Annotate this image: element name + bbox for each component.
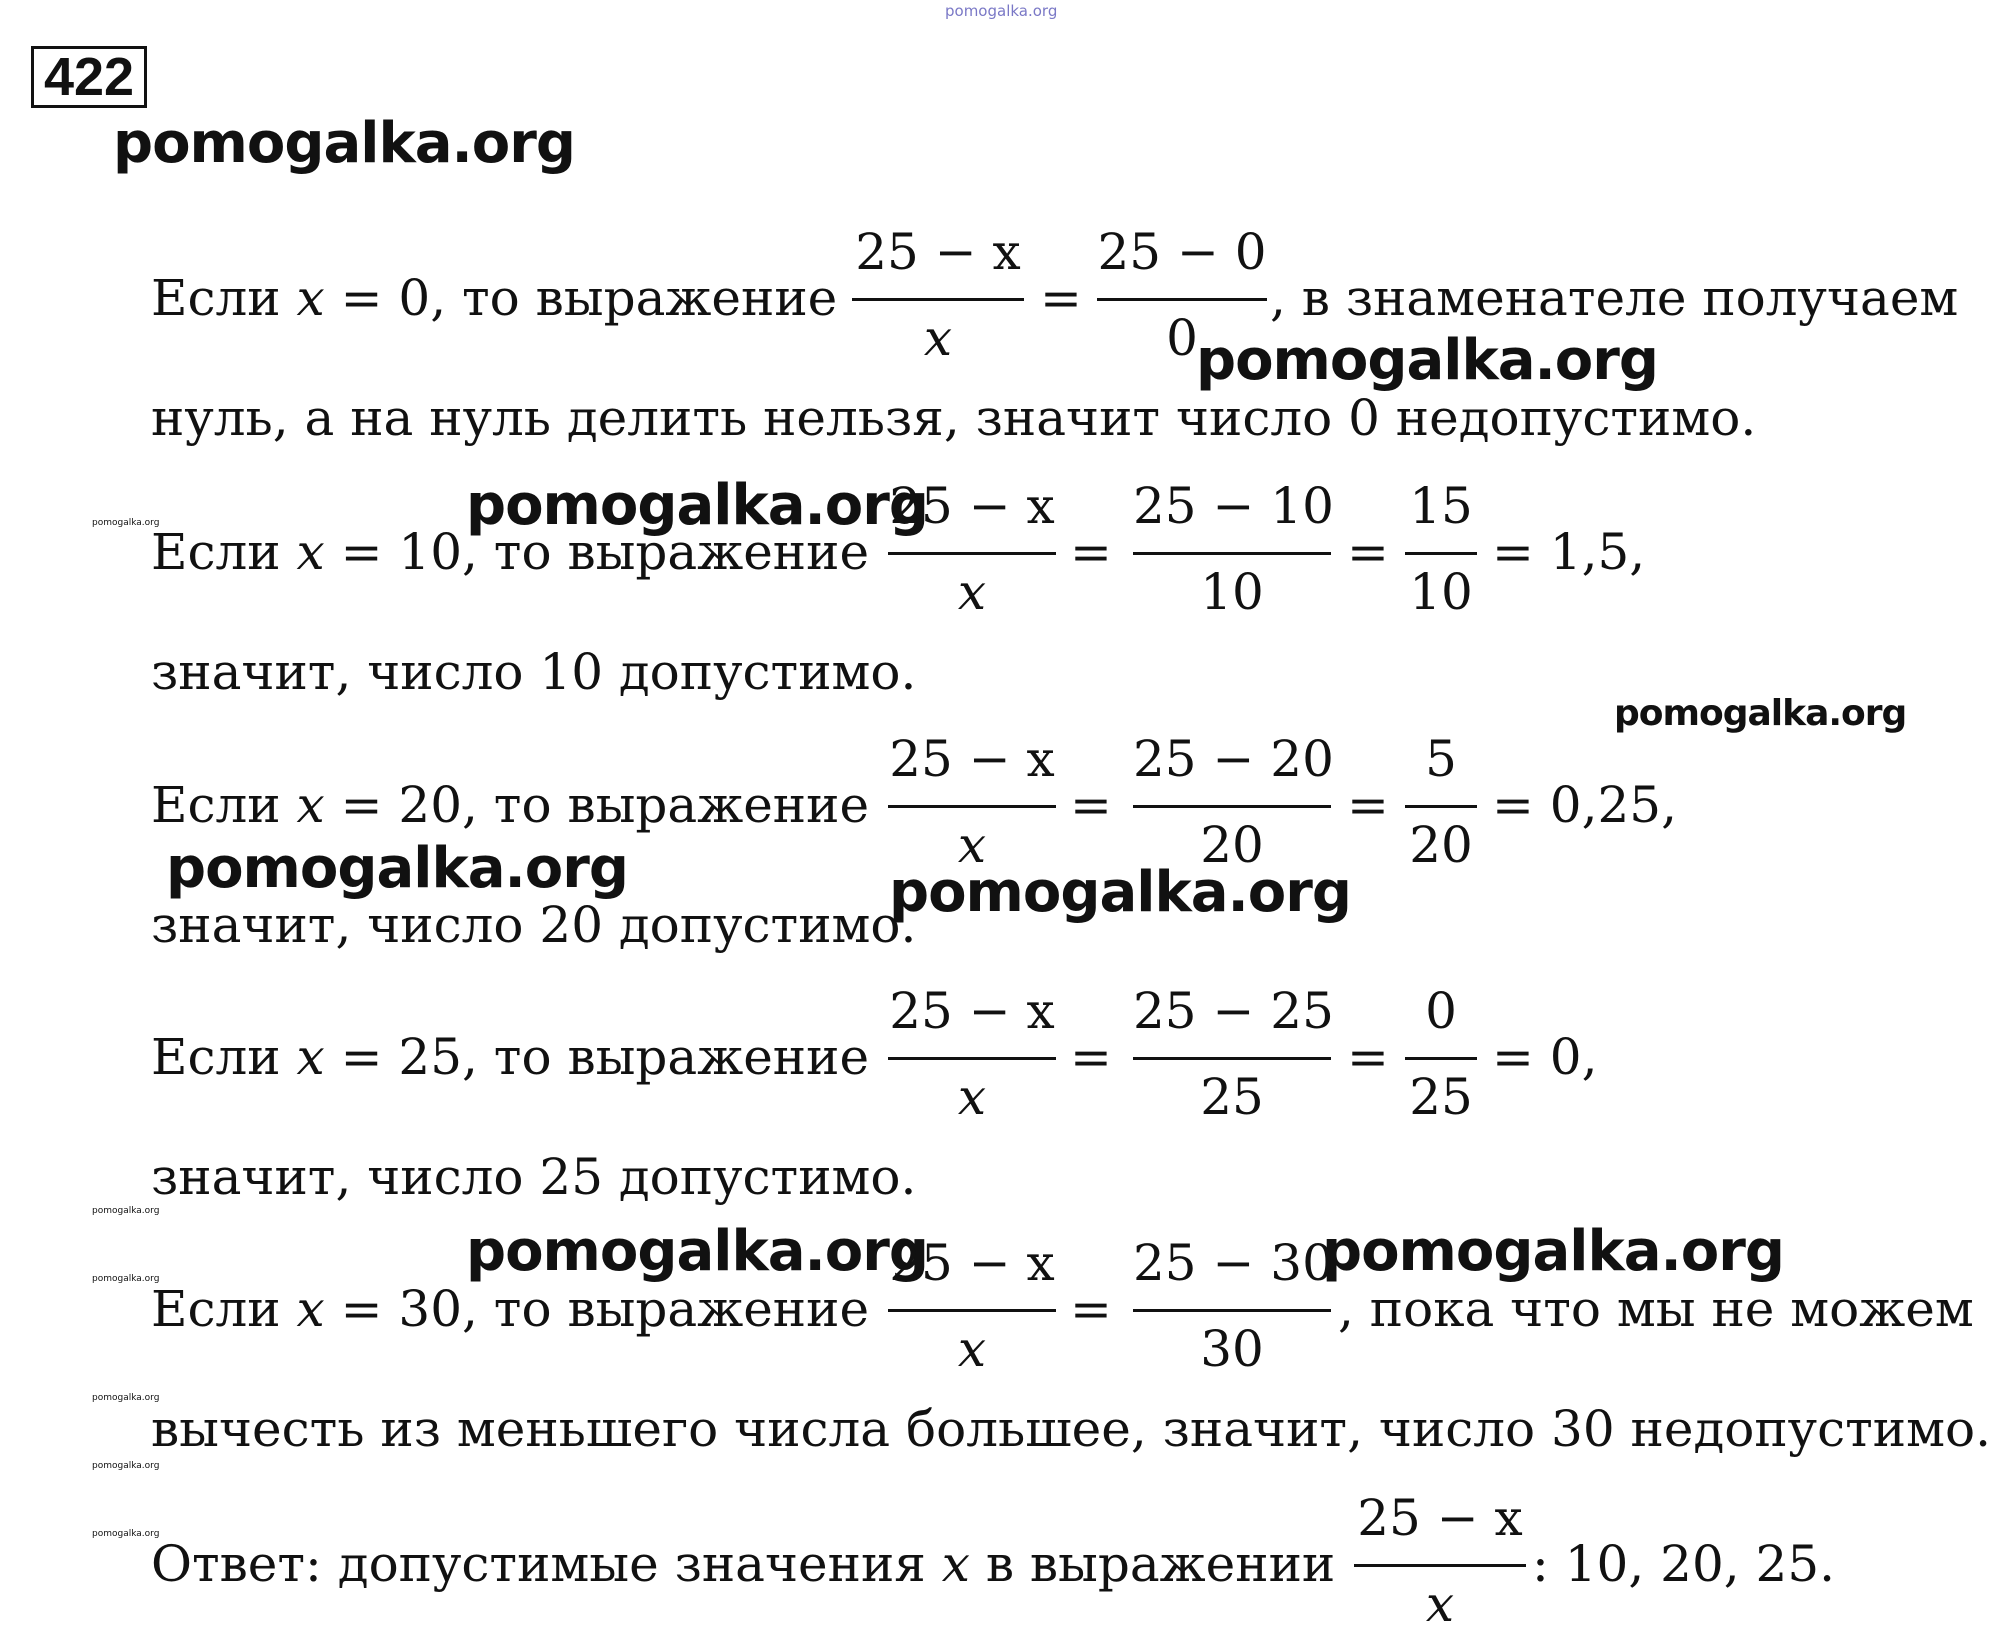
fraction-line (888, 552, 1056, 555)
fraction-denominator: 20 (1409, 816, 1473, 874)
fraction-line (888, 1057, 1056, 1060)
fraction-denominator: 10 (1200, 563, 1264, 621)
fraction-numerator: 25 − x (1357, 1489, 1523, 1547)
watermark-top: pomogalka.org (945, 2, 1058, 20)
fraction-numerator: 15 (1409, 477, 1473, 535)
text-if-2: Если x = 10, то выражение (151, 523, 870, 581)
watermark-tiny: pomogalka.org (92, 518, 160, 528)
fraction-line (888, 805, 1056, 808)
fraction-numerator: 25 − x (855, 223, 1021, 281)
watermark: pomogalka.org (166, 836, 628, 901)
fraction-numerator: 25 − 25 (1133, 982, 1334, 1040)
text-if-5: Если x = 30, то выражение (151, 1280, 870, 1338)
fraction-line (1097, 298, 1267, 301)
watermark: pomogalka.org (889, 860, 1351, 925)
fraction-line (1133, 1057, 1331, 1060)
text-if-4: Если x = 25, то выражение (151, 1028, 870, 1086)
fraction-line (1405, 805, 1477, 808)
fraction-denominator: 10 (1409, 563, 1473, 621)
fraction-denominator: 0 (1166, 309, 1198, 367)
text-denominator-note: , в знаменателе получаем (1270, 269, 1959, 327)
fraction-denominator: 25 (1200, 1068, 1264, 1126)
watermark-tiny: pomogalka.org (92, 1461, 160, 1471)
text-allowed-25: значит, число 25 допустимо. (151, 1148, 917, 1206)
fraction-denominator: x (923, 309, 953, 367)
answer-values: : 10, 20, 25. (1532, 1535, 1836, 1593)
watermark: pomogalka.org (466, 473, 928, 538)
fraction-denominator: 25 (1409, 1068, 1473, 1126)
watermark-tiny: pomogalka.org (92, 1529, 160, 1539)
fraction-denominator: 30 (1200, 1320, 1264, 1378)
fraction-line (1405, 552, 1477, 555)
text-line-zero-forbidden: нуль, а на нуль делить нельзя, значит число 0 недопустимо. (151, 389, 1757, 447)
text-if-1: Если x = 0, то выражение (151, 269, 838, 327)
watermark-header: pomogalka.org (113, 111, 575, 176)
fraction-denominator: x (957, 563, 987, 621)
fraction-denominator: x (957, 1320, 987, 1378)
equals-sign: = (1070, 776, 1112, 834)
text-allowed-20: значит, число 20 допустимо. (151, 896, 917, 954)
problem-number: 422 (31, 46, 147, 108)
equals-sign: = (1347, 776, 1389, 834)
watermark-tiny: pomogalka.org (92, 1393, 160, 1403)
text-allowed-10: значит, число 10 допустимо. (151, 643, 917, 701)
fraction-numerator: 5 (1425, 730, 1457, 788)
fraction-numerator: 25 − x (889, 1234, 1055, 1292)
text-result: = 0, (1492, 1028, 1598, 1086)
fraction-numerator: 25 − 0 (1097, 223, 1267, 281)
fraction-line (888, 1309, 1056, 1312)
answer-text: Ответ: допустимые значения x в выражении (151, 1535, 1336, 1593)
text-if-3: Если x = 20, то выражение (151, 776, 870, 834)
fraction-numerator: 25 − 10 (1133, 477, 1334, 535)
watermark-tiny: pomogalka.org (92, 1206, 160, 1216)
equals-sign: = (1070, 1280, 1112, 1338)
text-cannot-subtract: , пока что мы не можем (1338, 1280, 1974, 1338)
fraction-denominator: x (957, 1068, 987, 1126)
fraction-denominator: x (1425, 1575, 1455, 1633)
fraction-denominator: x (957, 816, 987, 874)
equals-sign: = (1347, 1028, 1389, 1086)
text-result: = 1,5, (1492, 523, 1646, 581)
fraction-numerator: 25 − 30 (1133, 1234, 1334, 1292)
fraction-line (1133, 552, 1331, 555)
fraction-numerator: 25 − x (889, 982, 1055, 1040)
watermark: pomogalka.org (1196, 328, 1658, 393)
fraction-line (1405, 1057, 1477, 1060)
equals-sign: = (1040, 269, 1082, 327)
fraction-numerator: 25 − x (889, 730, 1055, 788)
fraction-line (852, 298, 1024, 301)
equals-sign: = (1070, 1028, 1112, 1086)
fraction-numerator: 25 − 20 (1133, 730, 1334, 788)
watermark: pomogalka.org (1322, 1219, 1784, 1284)
fraction-numerator: 0 (1425, 982, 1457, 1040)
equals-sign: = (1070, 523, 1112, 581)
text-result: = 0,25, (1492, 776, 1678, 834)
text-not-allowed-30: вычесть из меньшего числа большее, значит, число 30 недопустимо. (151, 1400, 1991, 1458)
fraction-numerator: 25 − x (889, 477, 1055, 535)
fraction-denominator: 20 (1200, 816, 1264, 874)
equals-sign: = (1347, 523, 1389, 581)
watermark-tiny: pomogalka.org (92, 1274, 160, 1284)
watermark: pomogalka.org (466, 1219, 928, 1284)
watermark: pomogalka.org (1614, 693, 1907, 734)
fraction-line (1133, 805, 1331, 808)
fraction-line (1133, 1309, 1331, 1312)
fraction-line (1354, 1564, 1526, 1567)
